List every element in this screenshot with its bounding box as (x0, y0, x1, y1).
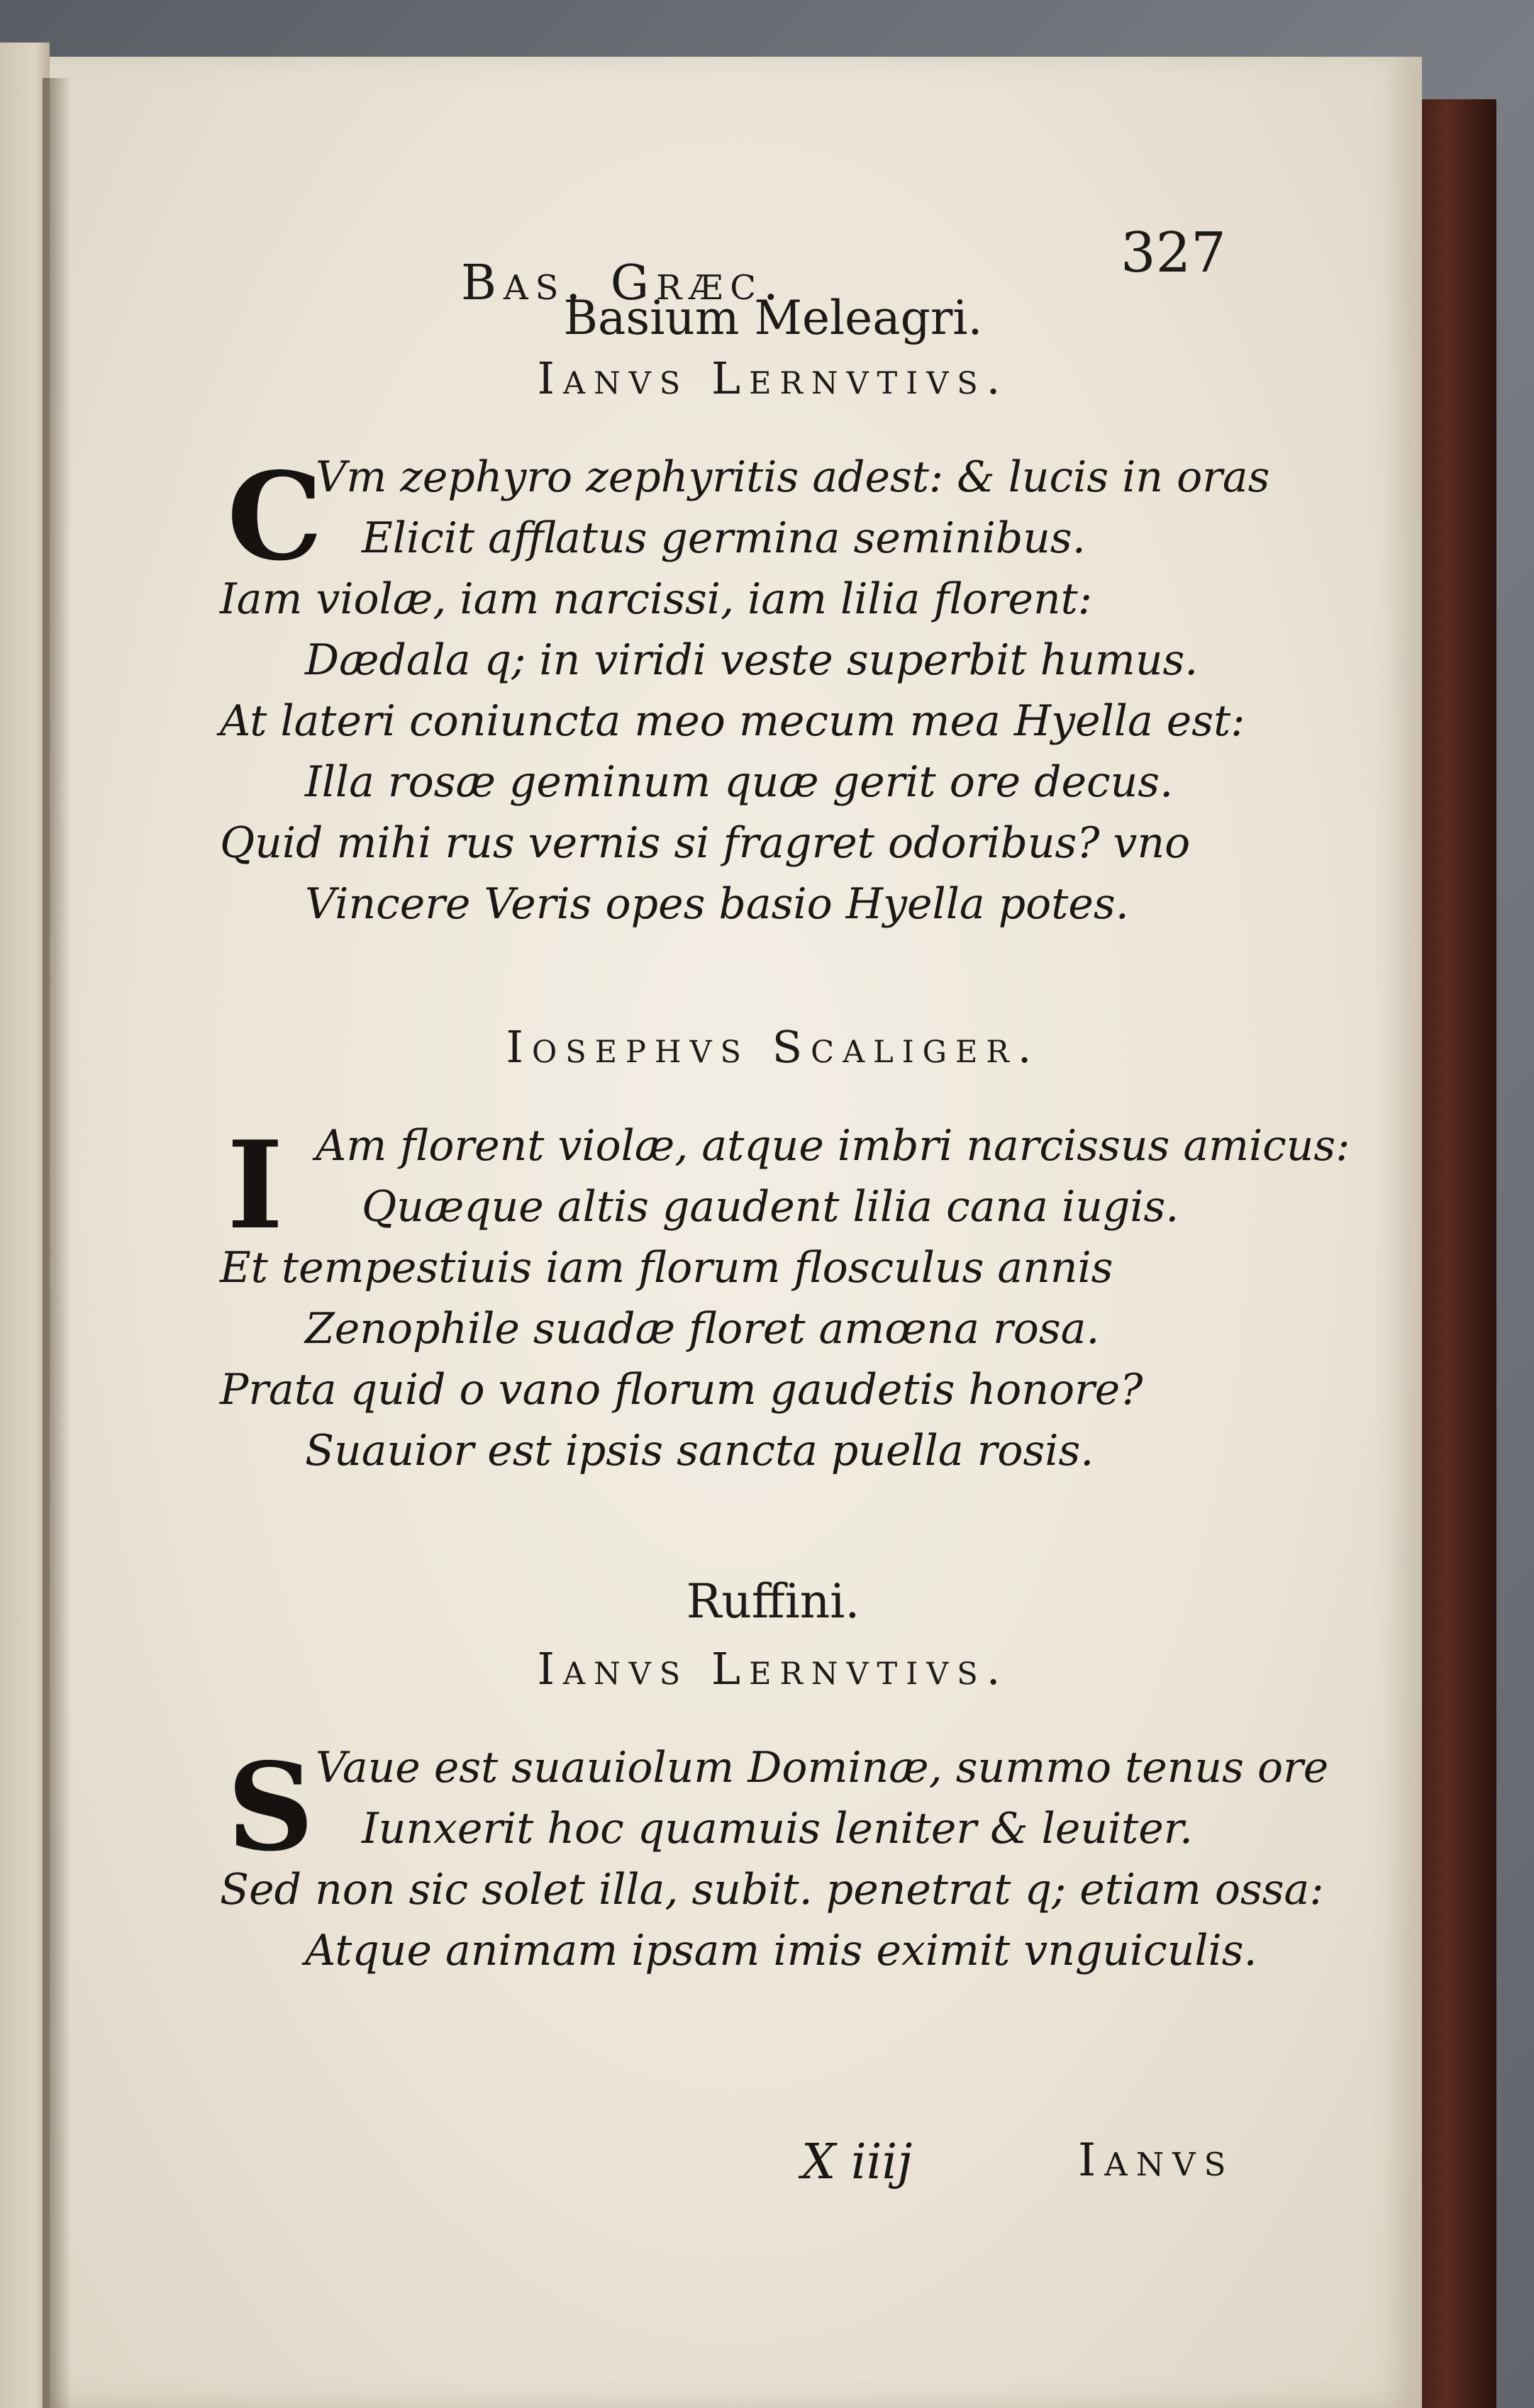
poem-title: Basium Meleagri. (563, 291, 983, 345)
verse-line: Zenophile suadæ floret amœna rosa. (305, 1304, 1100, 1354)
page-header (418, 199, 1312, 311)
verse-line: Iunxerit hoc quamuis leniter & leuiter. (362, 1804, 1193, 1854)
verse-line: Et tempestiuis iam florum flosculus annis (220, 1243, 1113, 1293)
verse-line: Elicit afflatus germina seminibus. (362, 513, 1086, 563)
book-page (50, 57, 1422, 2408)
verse-line: Prata quid o vano florum gaudetis honore? (220, 1365, 1143, 1415)
verse-line: At lateri coniuncta meo mecum mea Hyella est: (220, 696, 1245, 746)
poem-section-ruffini (220, 1574, 1329, 1981)
verse-line: Suauior est ipsis sancta puella rosis. (305, 1426, 1094, 1476)
page-number: 327 (1121, 221, 1226, 285)
catchword: Ianvs (1078, 2134, 1235, 2187)
poem-author: Ianvs Lernvtivs. (537, 1643, 1009, 1695)
verse-line: Quæque altis gaudent lilia cana iugis. (362, 1182, 1179, 1232)
verse-line: Illa rosæ geminum quæ gerit ore decus. (305, 757, 1174, 807)
verse-line: Vaue est suauiolum Dominæ, summo tenus ore (316, 1743, 1329, 1793)
drop-cap: C (227, 446, 323, 588)
drop-cap: I (227, 1115, 284, 1256)
verse-line: Quid mihi rus vernis si fragret odoribus? vno (220, 818, 1191, 868)
verse-line: Iam violæ, iam narcissi, iam lilia florent: (220, 574, 1092, 624)
poem-title: Ruffini. (686, 1574, 860, 1629)
verse-line: Dædala q; in viridi veste superbit humus. (305, 635, 1199, 685)
poem-author: Ianvs Lernvtivs. (537, 352, 1009, 404)
poem-body (220, 1115, 1350, 1481)
signature-mark: X iiij (801, 2134, 913, 2190)
verse-line: Atque animam ipsam imis eximit vnguiculis. (305, 1926, 1257, 1975)
gutter-shadow (43, 78, 71, 2408)
running-head: Bas. Græc. (461, 255, 786, 311)
poem-section-meleagri (220, 291, 1326, 935)
poem-author: Iosephvs Scaliger. (506, 1021, 1040, 1073)
poem-section-scaliger (220, 1021, 1350, 1481)
poem-body (220, 1737, 1329, 1981)
verse-line: Vincere Veris opes basio Hyella potes. (305, 879, 1129, 929)
drop-cap: S (227, 1737, 314, 1878)
page-footer (801, 2134, 1326, 2205)
poem-body (220, 447, 1326, 935)
verse-line: Am florent violæ, atque imbri narcissus amicus: (316, 1121, 1350, 1171)
verse-line: Sed non sic solet illa, subit. penetrat q; etiam ossa: (220, 1865, 1324, 1914)
book-binding (1411, 99, 1496, 2408)
verse-line: Vm zephyro zephyritis adest: & lucis in oras (316, 452, 1270, 502)
